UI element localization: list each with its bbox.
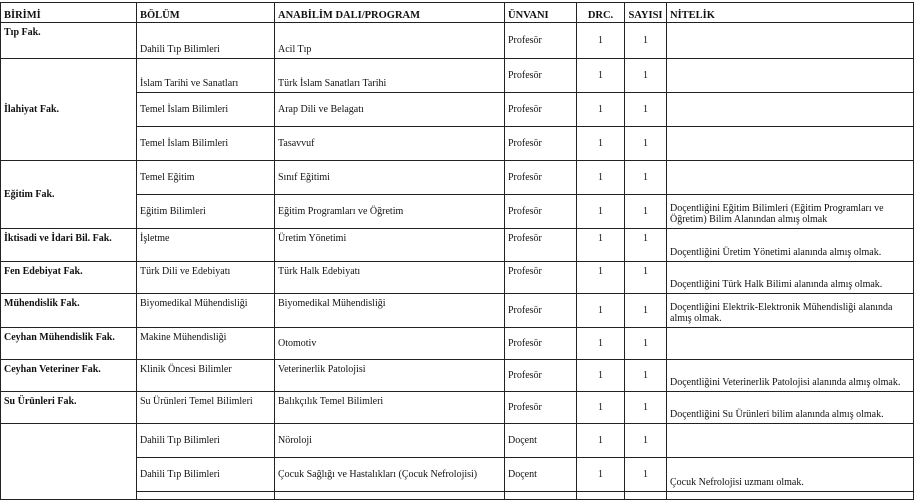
birim-cell: İktisadi ve İdari Bil. Fak. <box>1 229 137 262</box>
bolum-cell: İslam Tarihi ve Sanatları <box>137 59 275 93</box>
birim-cell: Fen Edebiyat Fak. <box>1 262 137 294</box>
table-row <box>1 93 914 127</box>
nitelik-cell <box>667 23 914 59</box>
birim-cell <box>1 424 137 500</box>
header-bolum: BÖLÜM <box>137 3 275 23</box>
table-row <box>1 262 914 294</box>
unvan-cell: Profesör <box>505 195 577 229</box>
table-row <box>1 392 914 424</box>
drc-cell: 1 <box>577 23 625 59</box>
drc-cell: 1 <box>577 93 625 127</box>
nitelik-cell <box>667 59 914 93</box>
unvan-cell: Profesör <box>505 127 577 161</box>
bolum-cell: Temel İslam Bilimleri <box>137 127 275 161</box>
drc-cell: 1 <box>577 262 625 294</box>
unvan-cell: Profesör <box>505 23 577 59</box>
drc-cell: 1 <box>577 127 625 161</box>
unvan-cell: Profesör <box>505 294 577 328</box>
anabilim-cell: Türk Halk Edebiyatı <box>275 262 505 294</box>
bolum-cell: Eğitim Bilimleri <box>137 195 275 229</box>
anabilim-cell: Üretim Yönetimi <box>275 229 505 262</box>
drc-cell: 1 <box>577 229 625 262</box>
table-row <box>1 59 914 93</box>
table-row <box>1 23 914 59</box>
bolum-cell: Dahili Tıp Bilimleri <box>137 458 275 492</box>
sayi-cell: 1 <box>625 23 667 59</box>
drc-cell: 1 <box>577 458 625 492</box>
header-unvani: ÜNVANI <box>505 3 577 23</box>
birim-cell: Tıp Fak. <box>1 23 137 59</box>
anabilim-cell: Acil Tıp <box>275 23 505 59</box>
unvan-cell: Profesör <box>505 229 577 262</box>
sayi-cell: 1 <box>625 328 667 360</box>
bolum-cell: Makine Mühendisliği <box>137 328 275 360</box>
nitelik-cell: Doçentliğini Elektrik-Elektronik Mühendisliği alanında almış olmak. <box>667 294 914 328</box>
unvan-cell: Profesör <box>505 392 577 424</box>
birim-cell: Eğitim Fak. <box>1 161 137 229</box>
sayi-cell: 1 <box>625 294 667 328</box>
bolum-cell: Temel İslam Bilimleri <box>137 93 275 127</box>
anabilim-cell: Arap Dili ve Belagatı <box>275 93 505 127</box>
anabilim-cell: Otomotiv <box>275 328 505 360</box>
anabilim-cell: Tasavvuf <box>275 127 505 161</box>
unvan-cell: Profesör <box>505 262 577 294</box>
anabilim-cell: Eğitim Programları ve Öğretim <box>275 195 505 229</box>
unvan-cell: Profesör <box>505 93 577 127</box>
table-row <box>1 127 914 161</box>
bolum-cell: Klinik Öncesi Bilimler <box>137 360 275 392</box>
unvan-cell: Doçent <box>505 424 577 458</box>
nitelik-cell: Doçentliğini Üretim Yönetimi alanında almış olmak. <box>667 229 914 262</box>
bolum-cell: Temel Eğitim <box>137 161 275 195</box>
drc-cell: 1 <box>577 360 625 392</box>
header-anabilim: ANABİLİM DALI/PROGRAM <box>275 3 505 23</box>
sayi-cell: 1 <box>625 360 667 392</box>
nitelik-cell <box>667 93 914 127</box>
anabilim-cell: Biyomedikal Mühendisliği <box>275 294 505 328</box>
bolum-cell: Su Ürünleri Temel Bilimleri <box>137 392 275 424</box>
nitelik-cell <box>667 127 914 161</box>
bolum-cell: Dahili Tıp Bilimleri <box>137 424 275 458</box>
birim-cell: Mühendislik Fak. <box>1 294 137 328</box>
table-row <box>1 294 914 328</box>
nitelik-cell: Doçentliğini Eğitim Bilimleri (Eğitim Programları ve Öğretim) Bilim Alanından almış olmak <box>667 195 914 229</box>
table-row <box>1 161 914 195</box>
drc-cell: 1 <box>577 328 625 360</box>
drc-cell: 1 <box>577 294 625 328</box>
sayi-cell: 1 <box>625 127 667 161</box>
anabilim-cell: Veterinerlik Patolojisi <box>275 360 505 392</box>
bolum-cell: İşletme <box>137 229 275 262</box>
anabilim-cell: Sınıf Eğitimi <box>275 161 505 195</box>
nitelik-cell: Çocuk Nefrolojisi uzmanı olmak. <box>667 458 914 492</box>
table-row <box>1 458 914 492</box>
sayi-cell: 1 <box>625 161 667 195</box>
anabilim-cell: Balıkçılık Temel Bilimleri <box>275 392 505 424</box>
anabilim-cell: Nöroloji <box>275 424 505 458</box>
unvan-cell: Profesör <box>505 161 577 195</box>
unvan-cell: Profesör <box>505 360 577 392</box>
drc-cell: 1 <box>577 424 625 458</box>
table-row <box>1 229 914 262</box>
sayi-cell: 1 <box>625 262 667 294</box>
sayi-cell: 1 <box>625 424 667 458</box>
nitelik-cell <box>667 328 914 360</box>
sayi-cell: 1 <box>625 93 667 127</box>
positions-table <box>0 2 914 500</box>
header-birimi: BİRİMİ <box>1 3 137 23</box>
nitelik-cell: Doçentliğini Türk Halk Bilimi alanında almış olmak. <box>667 262 914 294</box>
nitelik-cell: Doçentliğini Veterinerlik Patolojisi alanında almış olmak. <box>667 360 914 392</box>
header-sayisi: SAYISI <box>625 3 667 23</box>
birim-cell: Ceyhan Veteriner Fak. <box>1 360 137 392</box>
bolum-cell: Biyomedikal Mühendisliği <box>137 294 275 328</box>
sayi-cell: 1 <box>625 59 667 93</box>
birim-cell: Ceyhan Mühendislik Fak. <box>1 328 137 360</box>
unvan-cell: Profesör <box>505 59 577 93</box>
anabilim-cell: Türk İslam Sanatları Tarihi <box>275 59 505 93</box>
sayi-cell: 1 <box>625 229 667 262</box>
nitelik-cell <box>667 424 914 458</box>
bolum-cell: Dahili Tıp Bilimleri <box>137 23 275 59</box>
table-row <box>1 360 914 392</box>
bolum-cell: Türk Dili ve Edebiyatı <box>137 262 275 294</box>
birim-cell: İlahiyat Fak. <box>1 59 137 161</box>
table-row <box>1 424 914 458</box>
nitelik-cell: Doçentliğini Su Ürünleri bilim alanında almış olmak. <box>667 392 914 424</box>
anabilim-cell: Çocuk Sağlığı ve Hastalıkları (Çocuk Nefrolojisi) <box>275 458 505 492</box>
drc-cell: 1 <box>577 195 625 229</box>
drc-cell: 1 <box>577 59 625 93</box>
drc-cell: 1 <box>577 392 625 424</box>
drc-cell: 1 <box>577 161 625 195</box>
header-row <box>1 3 914 23</box>
table-row <box>1 328 914 360</box>
nitelik-cell <box>667 161 914 195</box>
header-drc: DRC. <box>577 3 625 23</box>
birim-cell: Su Ürünleri Fak. <box>1 392 137 424</box>
unvan-cell: Profesör <box>505 328 577 360</box>
table-row <box>1 195 914 229</box>
sayi-cell: 1 <box>625 458 667 492</box>
header-nitelik: NİTELİK <box>667 3 914 23</box>
sayi-cell: 1 <box>625 195 667 229</box>
unvan-cell: Doçent <box>505 458 577 492</box>
sayi-cell: 1 <box>625 392 667 424</box>
